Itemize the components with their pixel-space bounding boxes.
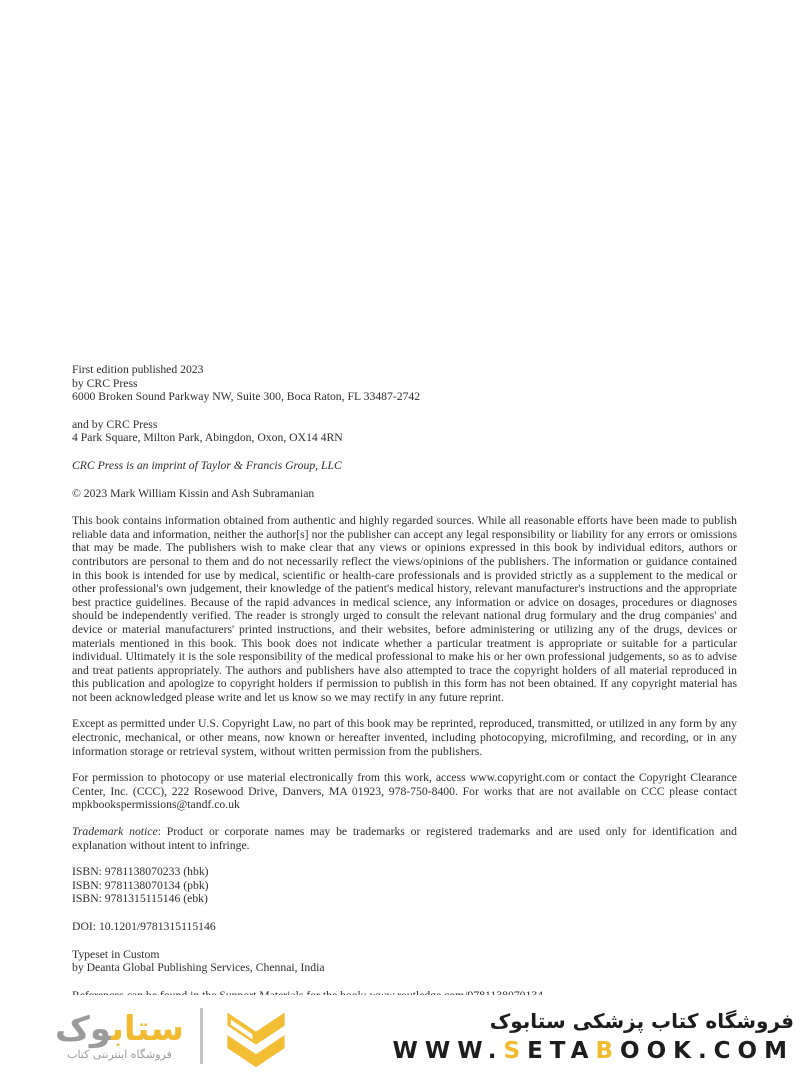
publisher-line: by CRC Press (72, 376, 138, 390)
typeset-block (72, 948, 737, 975)
imprint-line: CRC Press is an imprint of Taylor & Francis Group, LLC (72, 458, 342, 472)
setabook-wordmark-block (55, 1011, 184, 1061)
url-part: OOK.COM (620, 1038, 794, 1064)
isbn-block (72, 865, 737, 906)
uk-office-block (72, 418, 737, 445)
setabook-chevron-icon (217, 1001, 295, 1071)
trademark-paragraph (72, 825, 737, 852)
isbn-hbk: ISBN: 9781138070233 (hbk) (72, 865, 209, 879)
url-part: WWW. (392, 1038, 504, 1064)
store-title-fa: فروشگاه کتاب پزشکی ستابوک (489, 1009, 794, 1033)
url-part-yellow-b: B (595, 1038, 621, 1064)
typesetter-line: by Deanta Global Publishing Services, Chennai, India (72, 961, 325, 975)
setabook-logo (55, 1001, 295, 1071)
copyright-line: © 2023 Mark William Kissin and Ash Subramanian (72, 486, 315, 500)
edition-line: First edition published 2023 (72, 363, 204, 376)
trademark-label: Trademark notice (72, 825, 158, 839)
wordmark-gray-part: وک (55, 1009, 112, 1049)
setabook-wordmark (55, 1011, 184, 1047)
typeset-line: Typeset in Custom (72, 947, 160, 961)
url-part: ETA (527, 1038, 596, 1064)
copyright-law-paragraph: Except as permitted under U.S. Copyright Law, no part of this book may be reprinted, reproduced, transmitted, or utilized in any form by any electronic, mechanical, or other means, now known or hereafter invented, including photocopying, microfilming, and recording, or in any information storage or retrieval system, without written permission from the publishers. (72, 717, 737, 758)
logo-tagline: فروشگاه اینترنتی کتاب (67, 1048, 172, 1061)
edition-block (72, 363, 737, 404)
logo-divider (200, 1008, 203, 1064)
isbn-ebk: ISBN: 9781315115146 (ebk) (72, 892, 208, 906)
wordmark-yellow-part: ستاب (111, 1009, 184, 1049)
isbn-pbk: ISBN: 9781138070134 (pbk) (72, 878, 209, 892)
disclaimer-paragraph: This book contains information obtained from authentic and highly regarded sources. While all reasonable efforts have been made to publish reliable data and information, neither the author[s] nor the publisher can accept any legal responsibility or liability for any errors or omissions that may be made. The publishers wish to make clear that any views or opinions expressed in this book by individual editors, authors or contributors are personal to them and do not necessarily reflect the views/opinions of the publishers. The information or guidance contained in this book is intended for use by medical, scientific or health-care professionals and is provided strictly as a supplement to the medical or other professional's own judgement, their knowledge of the patient's medical history, relevant manufacturer's instructions and the appropriate best practice guidelines. Because of the rapid advances in medical science, any information or advice on dosages, procedures or diagnoses should be independently verified. The reader is strongly urged to consult the relevant national drug formulary and the drug companies' and device or material manufacturers' printed instructions, and their websites, before administering or utilizing any of the drugs, devices or materials mentioned in this book. This book does not indicate whether a particular treatment is appropriate or suitable for a particular individual. Ultimately it is the sole responsibility of the medical professional to make his or her own professional judgements, so as to advise and treat patients appropriately. The authors and publishers have also attempted to trace the copyright holders of all material reproduced in this publication and apologize to copyright holders if permission to publish in this form has not been obtained. If any copyright material has not been acknowledged please write and let us know so we may rectify in any future reprint. (72, 514, 737, 704)
trademark-text: : Product or corporate names may be trademarks or registered trademarks and are used only for identification and explanation without intent to infringe. (72, 825, 737, 852)
permissions-paragraph: For permission to photocopy or use material electronically from this work, access www.copyright.com or contact the Copyright Clearance Center, Inc. (CCC), 222 Rosewood Drive, Danvers, MA 01923, 978-750-8400. For works that are not available on CCC please contact mpkbookspermissions@tandf.co.uk (72, 771, 737, 812)
setabook-footer-banner (0, 995, 810, 1079)
uk-address-line: 4 Park Square, Milton Park, Abingdon, Oxon, OX14 4RN (72, 431, 343, 445)
uk-publisher-line: and by CRC Press (72, 417, 158, 431)
site-url (393, 1038, 795, 1064)
setabook-text-group (393, 1008, 795, 1064)
doi-line: DOI: 10.1201/9781315115146 (72, 920, 216, 933)
copyright-text-block (72, 363, 737, 1016)
url-part-yellow-s: S (503, 1038, 528, 1064)
us-address-line: 6000 Broken Sound Parkway NW, Suite 300, Boca Raton, FL 33487-2742 (72, 390, 421, 404)
